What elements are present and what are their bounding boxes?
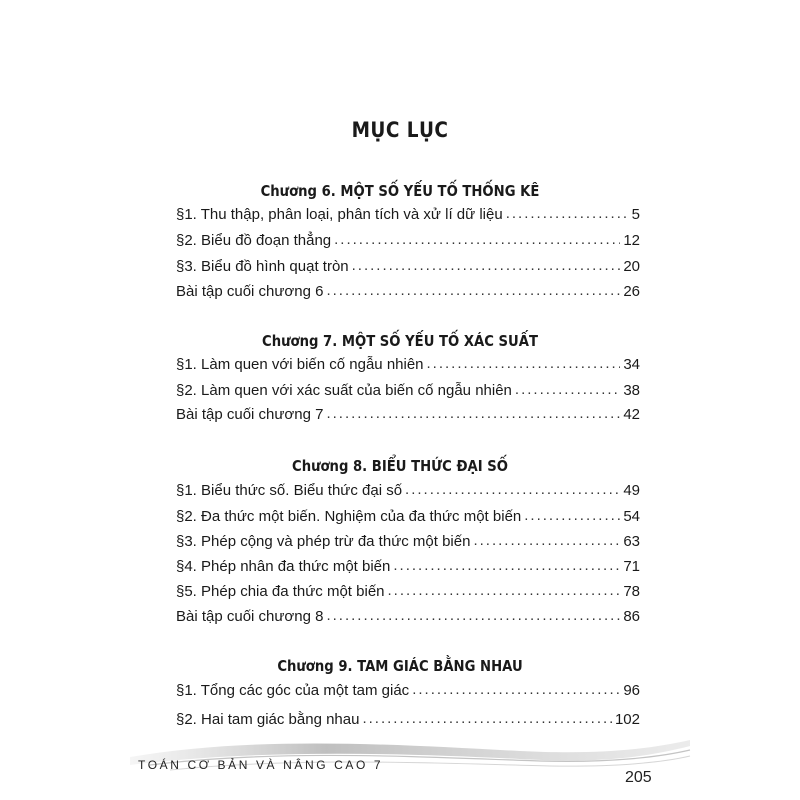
footer-wave-decoration — [0, 715, 800, 800]
dot-leader — [412, 681, 620, 698]
toc-entry-page: 20 — [623, 258, 640, 275]
dot-leader — [524, 507, 620, 524]
toc-entry — [176, 406, 640, 428]
toc-entry — [176, 608, 640, 630]
toc-entry-page: 38 — [623, 382, 640, 399]
dot-leader — [326, 607, 620, 624]
dot-leader — [352, 257, 621, 274]
page-number: 205 — [625, 769, 652, 786]
dot-leader — [393, 557, 620, 574]
toc-entry-page: 54 — [623, 508, 640, 525]
toc-entry — [176, 482, 640, 504]
toc-entry-page: 86 — [623, 608, 640, 625]
toc-entry — [176, 533, 640, 555]
toc-entry-page: 42 — [623, 406, 640, 423]
dot-leader — [326, 405, 620, 422]
toc-entry — [176, 583, 640, 605]
toc-entry-label: Bài tập cuối chương 8 — [176, 608, 324, 625]
toc-entry-page: 5 — [631, 206, 640, 223]
toc-entry-page: 96 — [623, 682, 640, 699]
toc-entry — [176, 682, 640, 704]
toc-entry — [176, 356, 640, 378]
toc-entry-label: §1. Thu thập, phân loại, phân tích và xử lí dữ liệu — [176, 206, 503, 223]
toc-entry-label: §2. Biểu đồ đoạn thẳng — [176, 232, 332, 249]
toc-entry-label: §2. Đa thức một biến. Nghiệm của đa thức một biến — [176, 508, 522, 525]
toc-entry-label: §2. Hai tam giác bằng nhau — [176, 711, 360, 728]
toc-entry-label: §4. Phép nhân đa thức một biến — [176, 558, 391, 575]
toc-entry-label: §2. Làm quen với xác suất của biến cố ngẫu nhiên — [176, 382, 512, 399]
dot-leader — [405, 481, 620, 498]
dot-leader — [326, 282, 620, 299]
toc-entry-page: 49 — [623, 482, 640, 499]
toc-entry-page: 26 — [623, 283, 640, 300]
dot-leader — [427, 355, 621, 372]
dot-leader — [506, 205, 629, 222]
footer-book-title: TOÁN CƠ BẢN VÀ NÂNG CAO 7 — [138, 758, 384, 772]
toc-entry-label: §3. Biểu đồ hình quạt tròn — [176, 258, 349, 275]
toc-entry — [176, 258, 640, 280]
toc-entry-label: §5. Phép chia đa thức một biến — [176, 583, 385, 600]
toc-entry-label: §1. Làm quen với biến cố ngẫu nhiên — [176, 356, 424, 373]
chapter-title: Chương 8. BIỂU THỨC ĐẠI SỐ — [292, 457, 508, 475]
chapter-title: Chương 6. MỘT SỐ YẾU TỐ THỐNG KÊ — [260, 182, 540, 200]
toc-entry-label: Bài tập cuối chương 7 — [176, 406, 324, 423]
toc-entry-page: 78 — [623, 583, 640, 600]
toc-entry-page: 63 — [623, 533, 640, 550]
toc-entry — [176, 382, 640, 404]
dot-leader — [334, 231, 620, 248]
toc-entry-label: §3. Phép cộng và phép trừ đa thức một biến — [176, 533, 471, 550]
toc-entry — [176, 283, 640, 305]
dot-leader — [515, 381, 620, 398]
chapter-title: Chương 7. MỘT SỐ YẾU TỐ XÁC SUẤT — [262, 332, 538, 350]
chapter-title: Chương 9. TAM GIÁC BẰNG NHAU — [277, 657, 523, 675]
toc-entry-page: 102 — [614, 711, 640, 728]
toc-entry — [176, 508, 640, 530]
toc-entry-page: 34 — [623, 356, 640, 373]
toc-entry-label: §1. Biểu thức số. Biểu thức đại số — [176, 482, 403, 499]
page-title: MỤC LỤC — [351, 118, 449, 142]
toc-entry — [176, 206, 640, 228]
toc-entry-page: 12 — [623, 232, 640, 249]
toc-entry — [176, 232, 640, 254]
dot-leader — [473, 532, 620, 549]
dot-leader — [388, 582, 621, 599]
toc-entry-label: §1. Tổng các góc của một tam giác — [176, 682, 410, 699]
toc-entry — [176, 558, 640, 580]
toc-entry-label: Bài tập cuối chương 6 — [176, 283, 324, 300]
toc-entry-page: 71 — [623, 558, 640, 575]
